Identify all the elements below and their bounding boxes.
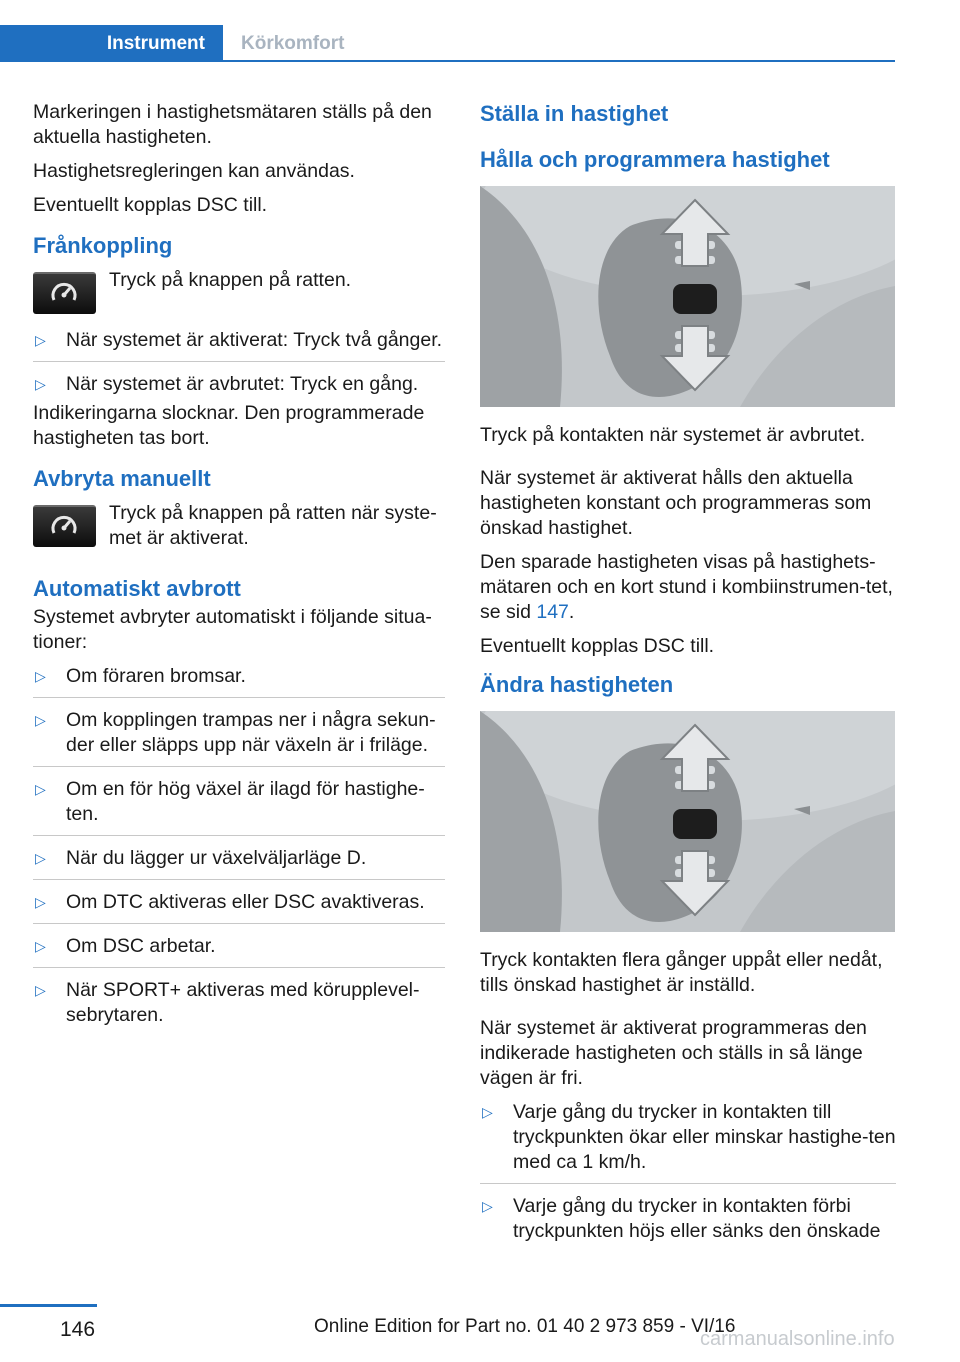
list-item: ▷ Om kopplingen trampas ner i några sekun‐der eller släpps upp när växeln är i friläge. [35,709,436,756]
divider [33,835,445,836]
paragraph: Systemet avbryter automatiskt i följande situa‐tioner: [33,606,432,653]
list-item: ▷ Varje gång du trycker in kontakten förbi tryckpunkten höjs eller sänks den önskade [482,1195,881,1242]
heading-frankoppling: Frånkoppling [33,233,173,258]
andra-list [480,1100,896,1244]
paragraph: Indikeringarna slocknar. Den programmerade hastigheten tas bort. [33,402,425,449]
triangle-bullet-icon: ▷ [35,938,46,954]
triangle-bullet-icon: ▷ [35,982,46,998]
list-item: ▷ När systemet är avbrutet: Tryck en gång. [35,373,419,395]
triangle-bullet-icon: ▷ [35,850,46,866]
divider [33,361,445,362]
heading-halla-och-programmera: Hålla och programmera hastighet [480,147,830,172]
list-item: ▷ Om en för hög växel är ilagd för hastighe‐ten. [35,778,425,825]
right-column [480,100,896,1256]
steering-wheel-switch-image [480,711,895,932]
page-number: 146 [60,1318,96,1341]
triangle-bullet-icon: ▷ [35,781,46,797]
frankoppling-instruction [33,268,445,314]
avbryta-instruction [33,501,445,551]
triangle-bullet-icon: ▷ [482,1198,493,1214]
heading-automatiskt-avbrott: Automatiskt avbrott [33,576,241,601]
list-item: ▷ Om DSC arbetar. [35,935,216,957]
cruise-control-button-icon [33,272,96,314]
tab-instrument-label: Instrument [106,32,205,54]
instruction-text: Tryck på knappen på ratten när syste‐met är aktiverat. [109,502,437,549]
paragraph: När systemet är aktiverat programmeras den indikerade hastigheten och ställs in så länge vägen är fri. [480,1017,867,1089]
footer-rule [0,1304,97,1307]
auto-list [33,664,445,1028]
divider [33,967,445,968]
triangle-bullet-icon: ▷ [35,712,46,728]
tab-korkomfort-label: Körkomfort [241,32,345,54]
page-link[interactable]: 147 [536,601,569,623]
heading-andra-hastigheten: Ändra hastigheten [480,672,674,697]
divider [480,1183,896,1184]
triangle-bullet-icon: ▷ [482,1104,493,1120]
paragraph: Eventuellt kopplas DSC till. [33,194,268,216]
triangle-bullet-icon: ▷ [35,894,46,910]
paragraph: Tryck på kontakten när systemet är avbrutet. [480,424,866,446]
edition-text: Online Edition for Part no. 01 40 2 973 859 - VI/16 [314,1316,736,1337]
paragraph: Tryck kontakten flera gånger uppåt eller nedåt, tills önskad hastighet är inställd. [480,949,883,996]
frankoppling-list [33,328,445,397]
paragraph: Markeringen i hastighetsmätaren ställs på den aktuella hastigheten. [33,101,432,148]
list-item: ▷ När du lägger ur växelväljarläge D. [35,847,367,869]
divider [33,879,445,880]
list-item: ▷ Varje gång du trycker in kontakten till tryckpunkten ökar eller minskar hastighe‐ten med ca 1 km/h. [482,1101,896,1173]
triangle-bullet-icon: ▷ [35,668,46,684]
watermark: carmanualsonline.info [700,1328,895,1350]
steering-wheel-switch-image [480,186,895,407]
instruction-text: Tryck på knappen på ratten. [109,269,352,291]
list-item: ▷ Om föraren bromsar. [35,665,246,687]
tab-instrument[interactable] [0,25,223,62]
triangle-bullet-icon: ▷ [35,332,46,348]
cruise-control-button-icon [33,505,96,547]
heading-avbryta-manuellt: Avbryta manuellt [33,466,211,491]
paragraph: När systemet är aktiverat hålls den aktuella hastigheten konstant och programmeras som önskad hastighet. [480,467,872,539]
list-item: ▷ När systemet är aktiverat: Tryck två gånger. [35,329,443,351]
paragraph: Den sparade hastigheten visas på hastighets‐mätaren och en kort stund i kombiinstrumen‐tet, se sid 147. [480,551,893,623]
list-item: ▷ När SPORT+ aktiveras med körupplevel‐sebrytaren. [35,979,420,1026]
left-column [33,100,445,1040]
paragraph: Eventuellt kopplas DSC till. [480,635,715,657]
tab-korkomfort[interactable] [241,25,344,62]
triangle-bullet-icon: ▷ [35,376,46,392]
divider [33,923,445,924]
divider [33,766,445,767]
heading-stalla-in-hastighet: Ställa in hastighet [480,101,669,126]
list-item: ▷ Om DTC aktiveras eller DSC avaktiveras. [35,891,425,913]
paragraph: Hastighetsregleringen kan användas. [33,160,355,182]
divider [33,697,445,698]
